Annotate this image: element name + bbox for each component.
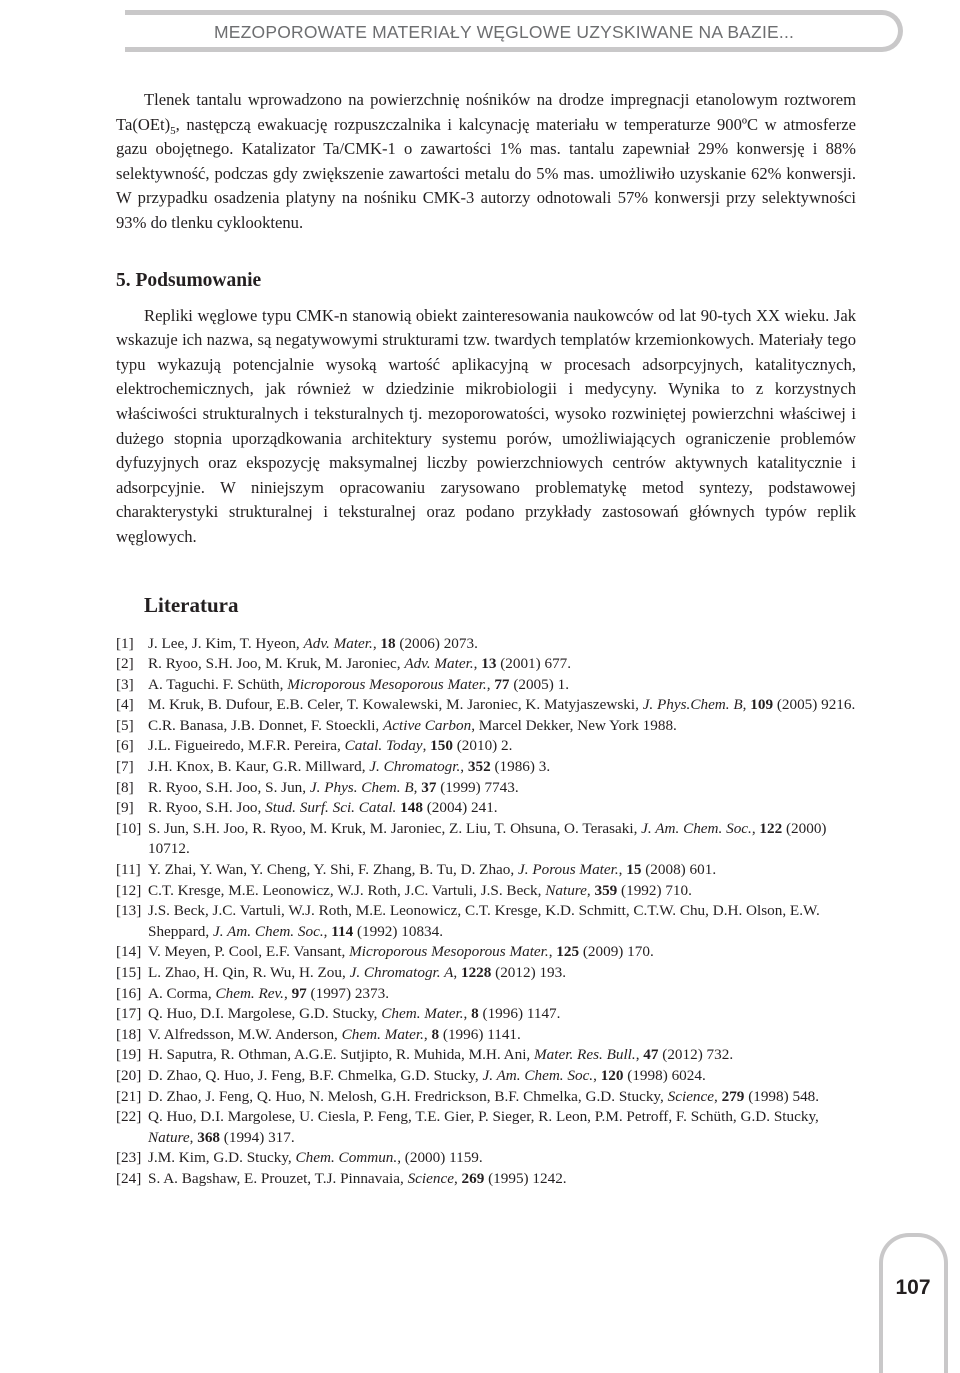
reference-separator: , — [593, 1066, 601, 1084]
section-title-summary: 5. Podsumowanie — [116, 269, 262, 291]
reference-year-pages: (2009) 170. — [579, 943, 654, 961]
reference-separator: , — [189, 1128, 198, 1146]
reference-year-pages: (1996) 1141. — [439, 1025, 521, 1043]
reference-volume: 97 — [291, 984, 307, 1002]
reference-year-pages: (2012) 732. — [658, 1046, 734, 1064]
page-number: 107 — [895, 1276, 931, 1299]
reference-authors: M. Kruk, B. Dufour, E.B. Celer, T. Kowalewski, M. Jaroniec, K. Matyjaszewski, — [148, 696, 643, 714]
reference-authors: J.L. Figueiredo, M.F.R. Pereira, — [148, 737, 345, 755]
reference-year-pages: (2006) 2073. — [395, 634, 478, 652]
reference-authors: S. Jun, S.H. Joo, R. Ryoo, M. Kruk, M. Jaroniec, Z. Liu, T. Ohsuna, O. Terasaki, — [148, 819, 642, 837]
reference-journal: J. Phys. Chem. B — [309, 778, 414, 796]
reference-journal: J. Porous Mater. — [517, 861, 619, 879]
reference-authors: R. Ryoo, S.H. Joo, S. Jun, — [148, 778, 310, 796]
reference-journal: Stud. Surf. Sci. Catal. — [265, 799, 397, 817]
reference-volume: 122 — [759, 819, 783, 837]
reference-volume: 114 — [331, 922, 354, 940]
reference-volume: 279 — [721, 1087, 745, 1105]
reference-separator: , — [323, 922, 332, 940]
reference-number: [13] — [116, 902, 142, 920]
reference-volume: 13 — [481, 655, 497, 673]
reference-volume: 77 — [494, 675, 510, 693]
reference-year-pages: (1992) 10834. — [353, 922, 444, 940]
reference-volume: 120 — [600, 1066, 624, 1084]
reference-number: [16] — [116, 984, 142, 1002]
reference-year-pages: (2005) 9216. — [773, 696, 856, 714]
reference-item — [116, 860, 856, 881]
reference-authors: J.H. Knox, B. Kaur, G.R. Millward, — [148, 758, 370, 776]
reference-item — [116, 736, 856, 757]
reference-journal: Chem. Mater. — [341, 1025, 424, 1043]
reference-journal: Science — [407, 1169, 454, 1187]
reference-number: [21] — [116, 1087, 142, 1105]
reference-journal: Adv. Mater. — [303, 634, 373, 652]
reference-separator: , — [422, 737, 431, 755]
reference-volume: 47 — [643, 1046, 659, 1064]
reference-number: [17] — [116, 1005, 142, 1023]
reference-authors: C.R. Banasa, J.B. Donnet, F. Stoeckli, — [148, 716, 384, 734]
reference-number: [11] — [116, 861, 141, 879]
reference-number: [5] — [116, 716, 134, 734]
reference-journal: Chem. Mater. — [381, 1005, 464, 1023]
reference-number: [23] — [116, 1149, 142, 1167]
reference-year-pages: (2004) 241. — [422, 799, 498, 817]
reference-year-pages: (2010) 2. — [452, 737, 513, 755]
reference-authors: V. Alfredsson, M.W. Anderson, — [148, 1025, 342, 1043]
reference-number: [8] — [116, 778, 134, 796]
reference-item — [116, 1066, 856, 1087]
reference-volume: 15 — [626, 861, 642, 879]
reference-year-pages: (2008) 601. — [641, 861, 717, 879]
literature-title: Literatura — [144, 592, 239, 617]
reference-journal: Chem. Rev. — [215, 984, 284, 1002]
page-number-frame — [879, 1233, 948, 1373]
reference-item — [116, 1107, 856, 1148]
reference-journal: J. Chromatogr. — [369, 758, 461, 776]
reference-item — [116, 634, 856, 655]
reference-volume: 148 — [400, 799, 423, 817]
reference-item — [116, 1169, 856, 1190]
reference-item — [116, 942, 856, 963]
intro-subscript: 5 — [170, 124, 176, 137]
reference-item — [116, 1148, 856, 1169]
reference-separator: , — [460, 758, 468, 776]
reference-separator: , — [453, 1169, 462, 1187]
reference-year-pages: (1992) 710. — [617, 881, 692, 899]
reference-item — [116, 1025, 856, 1046]
reference-separator: , — [283, 984, 292, 1002]
reference-authors: J.S. Beck, J.C. Vartuli, W.J. Roth, M.E. Leonowicz, C.T. Kresge, K.D. Schmitt, C.T.W. Chu, D.H. Olson, E.W. Sheppard, — [148, 902, 820, 940]
reference-item — [116, 757, 856, 778]
reference-item — [116, 1045, 856, 1066]
reference-number: [24] — [116, 1169, 142, 1187]
reference-authors: A. Corma, — [148, 984, 216, 1002]
reference-number: [19] — [116, 1046, 142, 1064]
reference-journal: Adv. Mater. — [404, 655, 474, 673]
reference-authors: V. Meyen, P. Cool, E.F. Vansant, — [148, 943, 350, 961]
reference-list — [116, 634, 856, 1190]
reference-separator: , Marcel Dekker, New York 1988. — [471, 716, 677, 734]
reference-number: [12] — [116, 881, 142, 899]
reference-number: [14] — [116, 943, 142, 961]
reference-year-pages: (2000) 10712. — [148, 819, 827, 858]
reference-volume: 352 — [467, 758, 491, 776]
reference-item — [116, 695, 856, 716]
reference-journal: J. Phys.Chem. B — [642, 696, 743, 714]
reference-volume: 269 — [461, 1169, 485, 1187]
reference-separator: , — [463, 1005, 472, 1023]
reference-authors: J.M. Kim, G.D. Stucky, — [148, 1149, 296, 1167]
reference-item — [116, 819, 856, 860]
reference-journal: Nature — [148, 1128, 190, 1146]
reference-number: [20] — [116, 1066, 142, 1084]
reference-authors: D. Zhao, Q. Huo, J. Feng, B.F. Chmelka, G.D. Stucky, — [148, 1066, 483, 1084]
reference-authors: J. Lee, J. Kim, T. Hyeon, — [148, 634, 304, 652]
reference-year-pages: (1998) 6024. — [623, 1066, 706, 1084]
reference-journal: Catal. Today — [344, 737, 423, 755]
reference-authors: S. A. Bagshaw, E. Prouzet, T.J. Pinnavaia, — [148, 1169, 408, 1187]
reference-number: [1] — [116, 634, 134, 652]
reference-authors: R. Ryoo, S.H. Joo, M. Kruk, M. Jaroniec, — [148, 655, 405, 673]
reference-authors: Y. Zhai, Y. Wan, Y. Cheng, Y. Shi, F. Zhang, B. Tu, D. Zhao, — [148, 861, 518, 879]
reference-journal: Active Carbon — [383, 716, 472, 734]
reference-item — [116, 881, 856, 902]
reference-item — [116, 675, 856, 696]
reference-authors: H. Saputra, R. Othman, A.G.E. Sutjipto, R. Muhida, M.H. Ani, — [148, 1046, 535, 1064]
reference-volume: 1228 — [460, 964, 492, 981]
reference-separator: , — [714, 1087, 722, 1105]
reference-authors: C.T. Kresge, M.E. Leonowicz, W.J. Roth, J.C. Vartuli, J.S. Beck, — [148, 881, 546, 899]
reference-journal: J. Am. Chem. Soc. — [641, 819, 752, 837]
reference-separator: , — [413, 778, 422, 796]
reference-separator: , — [473, 655, 482, 673]
reference-year-pages: (1998) 548. — [744, 1087, 820, 1105]
intro-paragraph — [116, 88, 856, 236]
reference-year-pages: (2012) 193. — [491, 964, 567, 981]
reference-volume: 18 — [380, 634, 396, 652]
reference-journal: J. Am. Chem. Soc. — [212, 922, 324, 940]
reference-year-pages: (1997) 2373. — [306, 984, 390, 1002]
reference-separator: , — [486, 675, 495, 693]
reference-separator: , — [742, 696, 751, 714]
reference-journal: Microporous Mesoporous Mater. — [349, 943, 549, 961]
reference-year-pages: (1986) 3. — [490, 758, 551, 776]
reference-number: [7] — [116, 758, 134, 776]
reference-separator: , — [586, 881, 595, 899]
reference-journal: Chem. Commun. — [295, 1149, 398, 1167]
reference-year-pages: (2001) 677. — [496, 655, 572, 673]
reference-item — [116, 963, 856, 984]
reference-separator: , — [635, 1046, 644, 1064]
reference-item — [116, 798, 856, 819]
reference-journal: J. Chromatogr. A — [349, 964, 454, 981]
reference-journal: Microporous Mesoporous Mater. — [287, 675, 487, 693]
summary-paragraph: Repliki węglowe typu CMK-n stanowią obiekt zainteresowania naukowców od lat 90-tych XX wieku. Jak wskazuje ich nazwa, są negatywowymi strukturami tzw. twardych templatów krzemionkowych. Materiały tego typu wykazują potencjalnie wysoką wartość aplikacyjną w procesach adsorpcyjnych, katalitycznych, elektrochemicznych, jak również w dziedzinie mikrobiologii i medycyny. Wynika to z korzystnych właściwości strukturalnych i teksturalnych tj. mezoporowatości, wysoko rozwiniętej powierzchni właściwej i dużego stopnia uporządkowania architektury systemu porów, umożliwiających ograniczenie problemów dyfuzyjnych oraz ekspozycję maksymalnej liczby powierzchniowych centrów aktywnych katalitycznie i adsorpcyjnie. W niniejszym opracowaniu zarysowano problematykę metod syntezy, podstawowej charakterystyki strukturalnej i teksturalnej oraz podano przykłady zastosowań głównych typów replik węglowych. — [116, 305, 856, 546]
reference-journal: Nature — [545, 881, 587, 899]
reference-year-pages: (1994) 317. — [220, 1128, 295, 1146]
reference-volume: 37 — [421, 778, 437, 796]
reference-volume: 125 — [556, 943, 580, 961]
reference-separator: , — [453, 964, 461, 981]
reference-authors: Q. Huo, D.I. Margolese, G.D. Stucky, — [148, 1005, 382, 1023]
reference-volume: 359 — [594, 881, 618, 899]
page-content — [116, 88, 856, 1190]
reference-authors: Q. Huo, D.I. Margolese, U. Ciesla, P. Feng, T.E. Gier, P. Sieger, R. Leon, P.M. Petroff, F. Schüth, G.D. Stucky, — [148, 1108, 819, 1126]
running-header-title: MEZOPOROWATE MATERIAŁY WĘGLOWE UZYSKIWANE NA BAZIE... — [214, 22, 795, 42]
reference-authors: D. Zhao, J. Feng, Q. Huo, N. Melosh, G.H. Fredrickson, B.F. Chmelka, G.D. Stucky, — [148, 1087, 668, 1105]
intro-text-end: , następczą ewakuację rozpuszczalnika i kalcynację materiału w temperaturze 900ºC w atmosferze gazu obojętnego. Katalizator Ta/CMK-1 o zawartości 1% mas. tantalu zapewniał 29% konwersję i 88% selektywność, podczas gdy zwiększenie zawartości metalu do 5% mas. umożliwiło uzyskanie 62% konwersji. W przypadku osadzenia platyny na nośniku CMK-3 autorzy odnotowali 57% konwersji przy selektywności 93% do tlenku cyklooktenu. — [116, 114, 856, 232]
reference-year-pages: (1996) 1147. — [478, 1005, 561, 1023]
reference-authors: A. Taguchi. F. Schüth, — [148, 675, 288, 693]
reference-volume: 8 — [431, 1025, 440, 1043]
reference-number: [22] — [116, 1108, 142, 1126]
reference-journal: J. Am. Chem. Soc. — [482, 1066, 594, 1084]
reference-journal: Mater. Res. Bull. — [534, 1046, 636, 1064]
reference-number: [10] — [116, 819, 142, 837]
reference-item — [116, 716, 856, 737]
reference-year-pages: (1999) 7743. — [436, 778, 519, 796]
reference-item — [116, 778, 856, 799]
reference-number: [2] — [116, 655, 134, 673]
reference-authors: R. Ryoo, S.H. Joo, — [148, 799, 266, 817]
reference-item — [116, 1004, 856, 1025]
reference-separator: , — [372, 634, 381, 652]
reference-number: [18] — [116, 1025, 142, 1043]
reference-item — [116, 1087, 856, 1108]
reference-authors: L. Zhao, H. Qin, R. Wu, H. Zou, — [148, 964, 350, 981]
reference-separator: , (2000) 1159. — [397, 1149, 483, 1167]
reference-item — [116, 654, 856, 675]
intro-text-start: Tlenek tantalu wprowadzono na powierzchnię nośników na drodze impregnacji etanolowym roztworem Ta(OEt) — [116, 90, 856, 134]
reference-volume: 368 — [197, 1128, 220, 1146]
reference-volume: 8 — [471, 1005, 479, 1023]
reference-number: [9] — [116, 799, 134, 817]
reference-volume: 109 — [750, 696, 774, 714]
reference-item — [116, 901, 856, 942]
reference-number: [6] — [116, 737, 134, 755]
reference-volume: 150 — [430, 737, 453, 755]
reference-item — [116, 984, 856, 1005]
reference-separator: , — [751, 819, 760, 837]
reference-year-pages: (1995) 1242. — [484, 1169, 567, 1187]
reference-number: [3] — [116, 675, 134, 693]
reference-number: [15] — [116, 964, 142, 981]
reference-separator: , — [548, 943, 557, 961]
reference-separator: , — [423, 1025, 432, 1043]
reference-number: [4] — [116, 696, 134, 714]
reference-journal: Science — [667, 1087, 715, 1105]
reference-separator: , — [618, 861, 627, 879]
reference-year-pages: (2005) 1. — [509, 675, 569, 693]
